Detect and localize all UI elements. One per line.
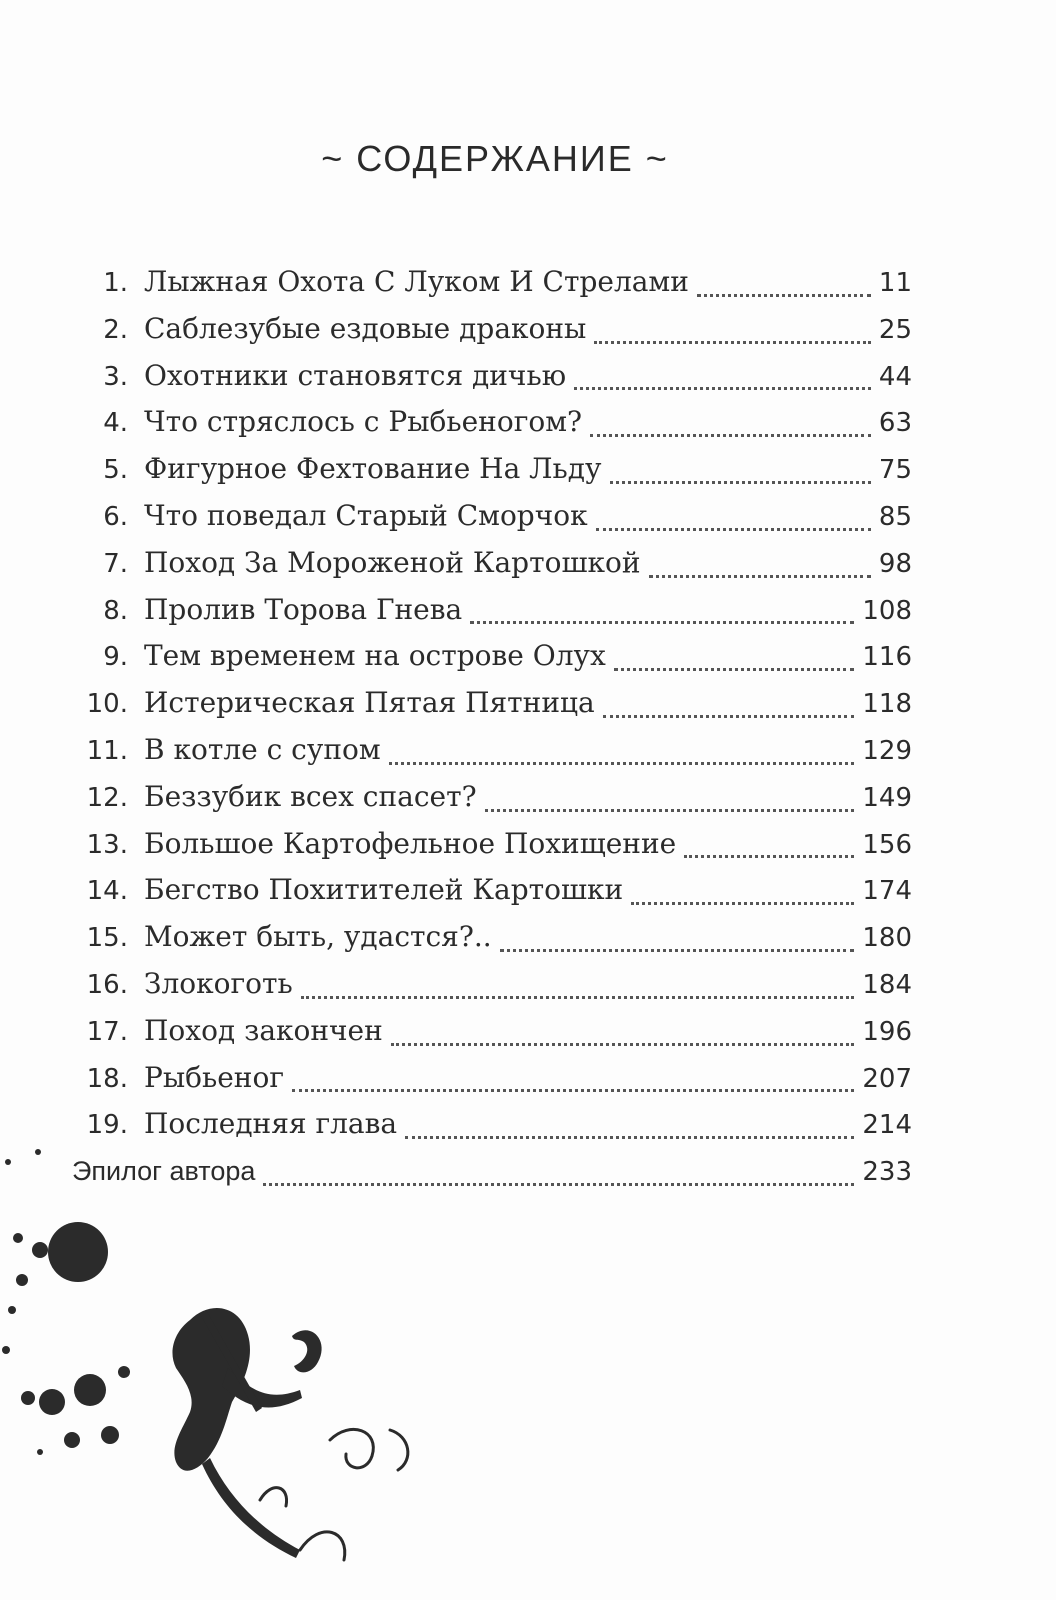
- dot-leader: [470, 621, 854, 624]
- toc-entry: [72, 824, 912, 871]
- chapter-number: 5.: [103, 455, 128, 486]
- toc-entry: [72, 449, 912, 496]
- page-number: 233: [862, 1157, 912, 1188]
- ink-blot: [8, 1306, 16, 1314]
- page-title: ~ СОДЕРЖАНИЕ ~: [321, 138, 669, 179]
- toc-entry: [72, 777, 912, 824]
- ink-blot: [2, 1346, 10, 1354]
- chapter-title: Фигурное Фехтование На Льду: [144, 452, 602, 486]
- ink-blot: [32, 1242, 48, 1258]
- toc-entry: [72, 590, 912, 637]
- dot-leader: [485, 809, 855, 812]
- ink-blot: [118, 1366, 130, 1378]
- chapter-number: 9.: [103, 642, 128, 673]
- page-number: 149: [862, 782, 912, 813]
- page-number: 118: [862, 689, 912, 720]
- chapter-title: Тем временем на острове Олух: [144, 639, 606, 673]
- chapter-title: Поход закончен: [144, 1013, 383, 1047]
- dot-leader: [500, 949, 855, 952]
- motion-swirl: [300, 1532, 345, 1560]
- dot-leader: [405, 1136, 854, 1139]
- chapter-title: В котле с супом: [144, 732, 381, 766]
- toc-entry: [72, 262, 912, 309]
- chapter-number: 18.: [86, 1063, 128, 1094]
- toc-entry: [72, 543, 912, 590]
- page-number: 116: [862, 642, 912, 673]
- chapter-number: 12.: [86, 782, 128, 813]
- table-of-contents: [72, 262, 912, 1198]
- chapter-title: Беззубик всех спасет?: [144, 779, 477, 813]
- toc-entry: [72, 730, 912, 777]
- dot-leader: [389, 762, 855, 765]
- chapter-number: 17.: [86, 1016, 128, 1047]
- toc-entry: [72, 683, 912, 730]
- chapter-title: Бегство Похитителей Картошки: [144, 873, 624, 907]
- page-number: 85: [878, 501, 912, 532]
- chapter-number: 15.: [86, 923, 128, 954]
- chapter-number: 6.: [103, 501, 128, 532]
- motion-swirl: [260, 1488, 287, 1506]
- page-number: 207: [862, 1063, 912, 1094]
- toc-entry: [72, 496, 912, 543]
- chapter-title: Поход За Мороженой Картошкой: [144, 545, 641, 579]
- epilogue-title: Эпилог автора: [72, 1156, 256, 1187]
- page-number: 214: [862, 1110, 912, 1141]
- chapter-title: Охотники становятся дичью: [144, 358, 567, 392]
- page-number: 108: [862, 595, 912, 626]
- chapter-title: Пролив Торова Гнева: [144, 592, 463, 626]
- dot-leader: [301, 996, 855, 999]
- chapter-title: Может быть, удастся?..: [144, 920, 492, 954]
- toc-entry: [72, 356, 912, 403]
- dot-leader: [292, 1089, 854, 1092]
- chapter-number: 13.: [86, 829, 128, 860]
- toc-entry: [72, 402, 912, 449]
- toc-entry: [72, 309, 912, 356]
- page-number: 174: [862, 876, 912, 907]
- dot-leader: [574, 387, 871, 390]
- ink-blot: [74, 1374, 106, 1406]
- dot-leader: [596, 528, 871, 531]
- motion-swirl: [390, 1430, 408, 1470]
- ink-blot: [21, 1391, 35, 1405]
- chapter-number: 2.: [103, 314, 128, 345]
- chapter-number: 11.: [86, 735, 128, 766]
- chapter-title: Большое Картофельное Похищение: [144, 826, 677, 860]
- chapter-title: Последняя глава: [144, 1107, 398, 1141]
- toc-entry: [72, 1058, 912, 1105]
- chapter-number: 14.: [86, 876, 128, 907]
- motion-swirl: [330, 1429, 373, 1467]
- ink-blot: [5, 1159, 11, 1165]
- chapter-title: Лыжная Охота С Луком И Стрелами: [144, 265, 689, 298]
- ink-blot: [64, 1432, 80, 1448]
- toc-entry: [72, 1011, 912, 1058]
- dot-leader: [594, 341, 871, 344]
- chapter-number: 19.: [86, 1110, 128, 1141]
- chapter-number: 10.: [86, 689, 128, 720]
- page-number: 11: [878, 268, 912, 298]
- chapter-number: 7.: [103, 548, 128, 579]
- ink-blot: [35, 1149, 41, 1155]
- dot-leader: [391, 1043, 855, 1046]
- chapter-title: Саблезубые ездовые драконы: [144, 311, 587, 345]
- ink-blot: [39, 1389, 65, 1415]
- chapter-title: Что поведал Старый Сморчок: [144, 498, 588, 532]
- chapter-title: Истерическая Пятая Пятница: [144, 686, 595, 720]
- chapter-title: Рыбьеног: [144, 1060, 284, 1094]
- figure-tail: [292, 1330, 322, 1372]
- chapter-number: 8.: [103, 595, 128, 626]
- ink-splatter-illustration: [0, 1140, 480, 1600]
- dot-leader: [697, 294, 871, 297]
- ink-blot: [101, 1426, 119, 1444]
- chapter-number: 3.: [103, 361, 128, 392]
- page-number: 63: [878, 408, 912, 439]
- chapter-number: 16.: [86, 969, 128, 1000]
- page-number: 129: [862, 735, 912, 766]
- page-number: 44: [878, 361, 912, 392]
- chapter-title: Что стряслось с Рыбьеногом?: [144, 405, 583, 439]
- page-number: 75: [878, 455, 912, 486]
- page-number: 98: [878, 548, 912, 579]
- dot-leader: [684, 855, 854, 858]
- dot-leader: [603, 715, 855, 718]
- toc-entry: [72, 917, 912, 964]
- chapter-number: 1.: [103, 268, 128, 298]
- chapter-title: Злокоготь: [144, 966, 293, 1000]
- ink-blot: [16, 1274, 28, 1286]
- toc-entry: [72, 636, 912, 683]
- page-number: 196: [862, 1016, 912, 1047]
- figure-leg: [202, 1458, 300, 1558]
- figure-arm: [222, 1368, 302, 1407]
- page-number: 184: [862, 969, 912, 1000]
- dot-leader: [610, 481, 871, 484]
- ink-blot: [13, 1233, 23, 1243]
- toc-entry: [72, 964, 912, 1011]
- toc-entry: [72, 870, 912, 917]
- page-number: 180: [862, 923, 912, 954]
- dot-leader: [649, 575, 871, 578]
- chapter-number: 4.: [103, 408, 128, 439]
- ink-blot: [37, 1449, 43, 1455]
- dot-leader: [614, 668, 855, 671]
- page-number: 25: [878, 314, 912, 345]
- dot-leader: [631, 902, 854, 905]
- page-number: 156: [862, 829, 912, 860]
- ink-blot: [48, 1222, 108, 1282]
- dot-leader: [590, 434, 871, 437]
